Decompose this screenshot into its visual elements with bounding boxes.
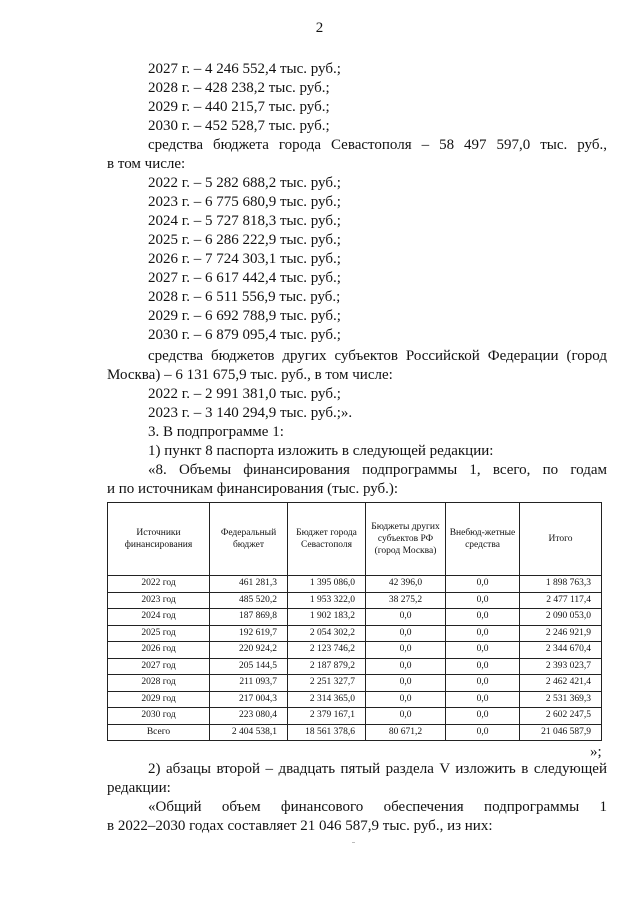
column-header: Бюджет города Севастополя: [288, 503, 366, 576]
list-item: 2025 г. – 6 286 222,9 тыс. руб.;: [148, 232, 341, 248]
table-cell: 0,0: [446, 724, 520, 741]
table-row: [108, 576, 602, 593]
table-row: [108, 609, 602, 626]
item-3-2: 2) абзацы второй – двадцать пятый раздела V изложить в следующей: [148, 761, 607, 777]
table-cell: 2 246 921,9: [520, 625, 602, 642]
table-cell: 38 275,2: [366, 592, 446, 609]
list-item: 2023 г. – 6 775 680,9 тыс. руб.;: [148, 194, 341, 210]
column-header: Внебюд-жетные средства: [446, 503, 520, 576]
table-row: [108, 592, 602, 609]
table-cell: 0,0: [446, 708, 520, 725]
table-cell: 2 314 365,0: [288, 691, 366, 708]
table-row: [108, 691, 602, 708]
table-cell: 461 281,3: [210, 576, 288, 593]
table-cell: 0,0: [366, 658, 446, 675]
list-item: 2027 г. – 6 617 442,4 тыс. руб.;: [148, 270, 341, 286]
list-item: 2022 г. – 2 991 381,0 тыс. руб.;: [148, 386, 341, 402]
table-cell: 1 395 086,0: [288, 576, 366, 593]
table-cell: 18 561 378,6: [288, 724, 366, 741]
table-cell: 0,0: [366, 708, 446, 725]
table-cell: 2 477 117,4: [520, 592, 602, 609]
table-cell: 2028 год: [108, 675, 210, 692]
table-cell: 80 671,2: [366, 724, 446, 741]
table-cell: 2 344 670,4: [520, 642, 602, 659]
column-header: Источники финансирования: [108, 503, 210, 576]
table-cell: 2027 год: [108, 658, 210, 675]
sevastopol-budget-heading-cont: в том числе:: [107, 156, 186, 172]
table-cell: 0,0: [446, 576, 520, 593]
table-cell: 2026 год: [108, 642, 210, 659]
table-cell: 42 396,0: [366, 576, 446, 593]
table-row: [108, 625, 602, 642]
financing-table: [107, 502, 602, 741]
table-row: [108, 675, 602, 692]
table-cell: 2023 год: [108, 592, 210, 609]
item-3-1: 1) пункт 8 паспорта изложить в следующей редакции:: [148, 443, 494, 459]
item-3: 3. В подпрограмме 1:: [148, 424, 284, 440]
table-cell: 0,0: [446, 609, 520, 626]
column-header: Итого: [520, 503, 602, 576]
list-item: 2028 г. – 6 511 556,9 тыс. руб.;: [148, 289, 341, 305]
table-row: [108, 642, 602, 659]
table-cell: 1 898 763,3: [520, 576, 602, 593]
list-item: 2028 г. – 428 238,2 тыс. руб.;: [148, 80, 330, 96]
table-cell: 205 144,5: [210, 658, 288, 675]
quote-8-heading-cont: и по источникам финансирования (тыс. руб.):: [107, 481, 399, 497]
table-cell: 2 531 369,3: [520, 691, 602, 708]
page-number: 2: [315, 20, 324, 36]
table-cell: 0,0: [446, 625, 520, 642]
closing-quote: »;: [590, 744, 602, 760]
scan-speck: [352, 842, 355, 843]
table-cell: 2024 год: [108, 609, 210, 626]
general-volume-heading: «Общий объем финансового обеспечения подпрограммы 1: [148, 799, 607, 815]
table-cell: 2022 год: [108, 576, 210, 593]
table-cell: 0,0: [446, 658, 520, 675]
column-header: Бюджеты других субъектов РФ (город Москва): [366, 503, 446, 576]
list-item: 2030 г. – 6 879 095,4 тыс. руб.;: [148, 327, 341, 343]
table-cell: Всего: [108, 724, 210, 741]
table-cell: 2029 год: [108, 691, 210, 708]
general-volume-heading-cont: в 2022–2030 годах составляет 21 046 587,9 тыс. руб., из них:: [107, 818, 493, 834]
column-header: Федеральный бюджет: [210, 503, 288, 576]
table-cell: 187 869,8: [210, 609, 288, 626]
list-item: 2024 г. – 5 727 818,3 тыс. руб.;: [148, 213, 341, 229]
table-cell: 0,0: [446, 675, 520, 692]
sevastopol-budget-heading: средства бюджета города Севастополя – 58 497 597,0 тыс. руб.,: [148, 137, 607, 153]
table-cell: 0,0: [366, 609, 446, 626]
table-cell: 0,0: [366, 691, 446, 708]
table-cell: 2 187 879,2: [288, 658, 366, 675]
table-cell: 0,0: [446, 691, 520, 708]
table-cell: 1 902 183,2: [288, 609, 366, 626]
table-cell: 2 251 327,7: [288, 675, 366, 692]
table-cell: 211 093,7: [210, 675, 288, 692]
table-cell: 0,0: [446, 642, 520, 659]
table-cell: 223 080,4: [210, 708, 288, 725]
table-cell: 2 054 302,2: [288, 625, 366, 642]
table-total-row: [108, 724, 602, 741]
table-cell: 2 602 247,5: [520, 708, 602, 725]
list-item: 2027 г. – 4 246 552,4 тыс. руб.;: [148, 61, 341, 77]
list-item: 2023 г. – 3 140 294,9 тыс. руб.;».: [148, 405, 353, 421]
table-cell: 1 953 322,0: [288, 592, 366, 609]
table-cell: 2 090 053,0: [520, 609, 602, 626]
table-cell: 2 462 421,4: [520, 675, 602, 692]
table-cell: 2 393 023,7: [520, 658, 602, 675]
list-item: 2029 г. – 440 215,7 тыс. руб.;: [148, 99, 330, 115]
table-header-row: [108, 503, 602, 576]
table-cell: 220 924,2: [210, 642, 288, 659]
table-cell: 2 123 746,2: [288, 642, 366, 659]
table-cell: 485 520,2: [210, 592, 288, 609]
table-row: [108, 658, 602, 675]
table-cell: 0,0: [366, 642, 446, 659]
table-cell: 217 004,3: [210, 691, 288, 708]
table-cell: 21 046 587,9: [520, 724, 602, 741]
item-3-2-cont: редакции:: [107, 780, 171, 796]
list-item: 2030 г. – 452 528,7 тыс. руб.;: [148, 118, 330, 134]
table-cell: 2030 год: [108, 708, 210, 725]
table-row: [108, 708, 602, 725]
table-cell: 2025 год: [108, 625, 210, 642]
table-cell: 2 404 538,1: [210, 724, 288, 741]
list-item: 2022 г. – 5 282 688,2 тыс. руб.;: [148, 175, 341, 191]
table-cell: 0,0: [366, 625, 446, 642]
table-cell: 2 379 167,1: [288, 708, 366, 725]
quote-8-heading: «8. Объемы финансирования подпрограммы 1, всего, по годам: [148, 462, 607, 478]
list-item: 2029 г. – 6 692 788,9 тыс. руб.;: [148, 308, 341, 324]
other-subjects-heading: средства бюджетов других субъектов Российской Федерации (город: [148, 348, 607, 364]
table-cell: 0,0: [366, 675, 446, 692]
table-cell: 0,0: [446, 592, 520, 609]
list-item: 2026 г. – 7 724 303,1 тыс. руб.;: [148, 251, 341, 267]
other-subjects-heading-cont: Москва) – 6 131 675,9 тыс. руб., в том числе:: [107, 367, 393, 383]
table-cell: 192 619,7: [210, 625, 288, 642]
